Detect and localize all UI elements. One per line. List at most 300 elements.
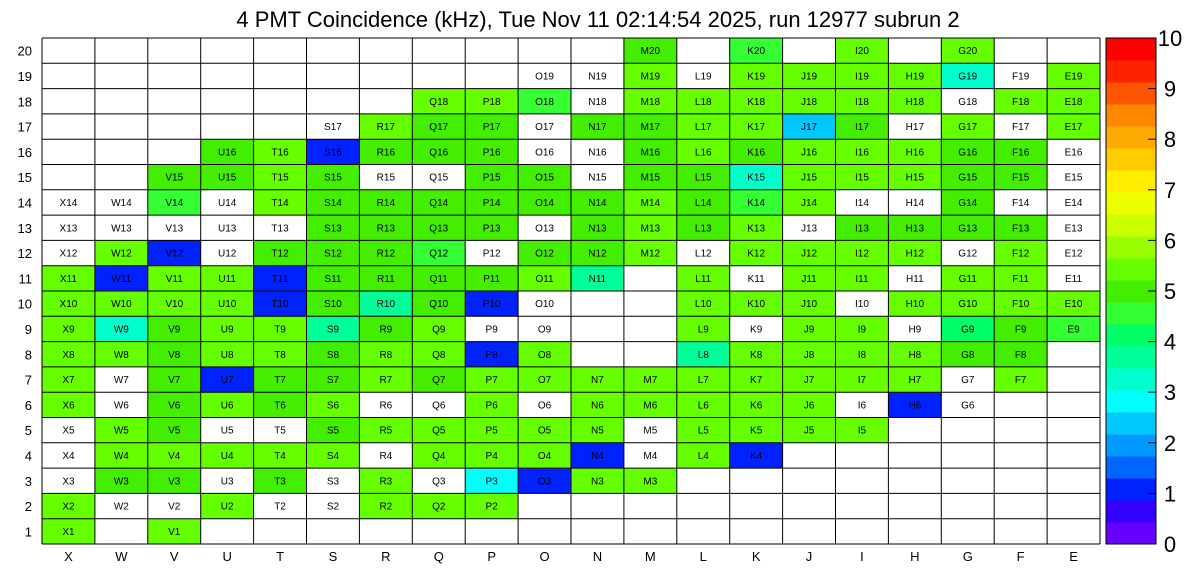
cell-label: N11 <box>588 273 607 285</box>
cell-label: P3 <box>485 476 498 488</box>
cell-label: I17 <box>854 122 869 134</box>
colorbar-tick-label: 2 <box>1163 430 1177 456</box>
cell-label: U5 <box>220 425 234 437</box>
colorbar-tick-label: 1 <box>1163 481 1177 507</box>
x-tick-label: U <box>222 549 232 564</box>
y-tick-label: 6 <box>24 397 32 413</box>
cell-label: M3 <box>643 476 658 488</box>
cell-label: E16 <box>1064 147 1083 159</box>
cell-label: W3 <box>113 476 129 488</box>
cell-label: G8 <box>961 349 975 361</box>
cell-label: M15 <box>640 172 661 184</box>
cell-label: T14 <box>271 197 289 209</box>
colorbar-tick-label: 9 <box>1163 76 1177 102</box>
colorbar-segment <box>1106 368 1156 391</box>
cell-label: G12 <box>958 248 978 260</box>
cell-label: X1 <box>62 526 75 538</box>
cell-label: G20 <box>958 46 978 58</box>
cell-label: N4 <box>591 450 604 462</box>
cell-label: H11 <box>906 273 924 285</box>
cell-label: L18 <box>694 96 712 108</box>
cell-label: P4 <box>485 450 498 462</box>
cell-label: T8 <box>274 349 286 361</box>
cell-label: L6 <box>697 400 709 412</box>
cell-label: R13 <box>376 223 396 235</box>
cell-label: V9 <box>168 324 181 336</box>
colorbar-tick-label: 10 <box>1157 26 1183 51</box>
cell-label: J5 <box>803 425 815 437</box>
cell-label: O9 <box>537 324 552 336</box>
cell-label: K5 <box>750 425 763 437</box>
cell-label: V12 <box>165 248 184 260</box>
y-tick-label: 20 <box>17 43 32 59</box>
cell-label: U16 <box>217 147 237 159</box>
cell-label: K8 <box>750 349 763 361</box>
cell-label: E13 <box>1064 223 1083 235</box>
y-tick-label: 17 <box>17 119 32 135</box>
y-tick-label: 12 <box>17 246 32 262</box>
x-tick-label: F <box>1016 549 1025 564</box>
y-tick-label: 7 <box>24 372 32 388</box>
cell-label: J17 <box>800 122 818 134</box>
y-tick-label: 11 <box>18 271 32 287</box>
y-tick-label: 13 <box>17 220 32 236</box>
cell-label: I18 <box>854 96 869 108</box>
cell-label: M14 <box>640 197 661 209</box>
y-tick-label: 9 <box>24 321 32 337</box>
cell-label: E18 <box>1064 96 1083 108</box>
cell-label: Q6 <box>432 400 446 412</box>
cell-label: U6 <box>220 400 234 412</box>
cell-label: J14 <box>800 197 818 209</box>
cell-label: Q10 <box>429 299 449 311</box>
colorbar-segment <box>1106 104 1156 127</box>
cell-label: O15 <box>535 172 555 184</box>
x-tick-label: Q <box>433 549 444 564</box>
cell-label: H15 <box>905 172 925 184</box>
cell-label: N12 <box>588 248 607 260</box>
x-tick-label: S <box>328 549 338 564</box>
cell-label: M19 <box>640 71 661 83</box>
cell-label: T9 <box>274 324 286 336</box>
cell-label: I16 <box>854 147 869 159</box>
cell-label: H16 <box>905 147 925 159</box>
x-tick-label: G <box>962 549 973 564</box>
colorbar-segment <box>1106 258 1156 281</box>
cell-label: W5 <box>113 425 129 437</box>
heatmap-grid <box>42 38 1100 544</box>
cell-label: N6 <box>591 400 604 412</box>
cell-label: M12 <box>640 248 661 260</box>
cell-label: W4 <box>113 450 129 462</box>
cell-label: V15 <box>165 172 184 184</box>
cell-label: S12 <box>324 248 342 260</box>
cell-label: W11 <box>111 273 132 285</box>
cell-label: P10 <box>482 299 501 311</box>
cell-label: O18 <box>535 96 555 108</box>
cell-label: S4 <box>326 450 340 462</box>
x-tick-label: N <box>592 549 603 564</box>
cell-label: I19 <box>854 71 869 83</box>
y-tick-label: 10 <box>17 296 32 312</box>
cell-label: V1 <box>168 526 181 538</box>
cell-label: R12 <box>376 248 396 260</box>
cell-label: J13 <box>800 223 818 235</box>
cell-label: L16 <box>694 147 712 159</box>
cell-label: L8 <box>697 349 709 361</box>
y-tick-labels <box>18 44 32 540</box>
colorbar-segment <box>1106 170 1156 193</box>
cell-label: K15 <box>747 172 766 184</box>
cell-label: R9 <box>379 324 393 336</box>
x-tick-label: X <box>64 549 73 564</box>
cell-label: N13 <box>588 223 607 235</box>
cell-label: F19 <box>1012 71 1030 83</box>
cell-label: T3 <box>274 476 286 488</box>
cell-label: Q18 <box>429 96 449 108</box>
cell-label: T11 <box>271 273 289 285</box>
cell-label: K18 <box>747 96 766 108</box>
colorbar-segment <box>1106 346 1156 369</box>
x-tick-label: H <box>910 549 920 564</box>
cell-label: H10 <box>905 299 925 311</box>
cell-label: T2 <box>274 501 286 513</box>
cell-label: P7 <box>485 375 498 387</box>
cell-label: V14 <box>165 197 184 209</box>
cell-label: K6 <box>750 400 763 412</box>
cell-label: S17 <box>324 122 342 134</box>
cell-label: S13 <box>324 223 342 235</box>
cell-label: L19 <box>694 71 712 83</box>
cell-label: I20 <box>854 46 869 58</box>
cell-label: N17 <box>588 122 607 134</box>
chart-title: 4 PMT Coincidence (kHz), Tue Nov 11 02:14:54 2025, run 12977 subrun 2 <box>236 7 960 32</box>
cell-label: G9 <box>961 324 975 336</box>
cell-label: R8 <box>379 349 393 361</box>
cell-label: K9 <box>750 324 763 336</box>
cell-label: U9 <box>220 324 234 336</box>
cell-label: W14 <box>111 197 132 209</box>
cell-label: F10 <box>1012 299 1030 311</box>
cell-label: V6 <box>168 400 181 412</box>
colorbar-segment <box>1106 456 1156 479</box>
cell-label: G11 <box>958 273 977 285</box>
cell-label: L7 <box>697 375 709 387</box>
colorbar-segment <box>1106 522 1156 545</box>
cell-label: W8 <box>113 349 129 361</box>
cell-label: V4 <box>168 450 181 462</box>
cell-label: X14 <box>59 197 78 209</box>
cell-label: P6 <box>485 400 498 412</box>
cell-label: X2 <box>62 501 75 513</box>
cell-label: I15 <box>854 172 869 184</box>
colorbar-tick-label: 3 <box>1163 380 1177 406</box>
cell-label: S9 <box>326 324 340 336</box>
cell-label: V13 <box>165 223 184 235</box>
cell-label: S10 <box>324 299 342 311</box>
cell-label: H19 <box>905 71 925 83</box>
cell-label: R11 <box>377 273 395 285</box>
cell-label: L13 <box>694 223 712 235</box>
cell-label: O8 <box>537 349 552 361</box>
colorbar-segment <box>1106 126 1156 149</box>
colorbar-tick-label: 4 <box>1163 329 1177 355</box>
cell-label: T16 <box>271 147 289 159</box>
cell-label: M4 <box>643 450 658 462</box>
cell-label: V5 <box>168 425 181 437</box>
cell-label: R5 <box>379 425 393 437</box>
cell-label: G7 <box>961 375 975 387</box>
cell-label: Q5 <box>432 425 446 437</box>
cell-label: F7 <box>1014 375 1027 387</box>
cell-label: W12 <box>111 248 132 260</box>
colorbar-segment <box>1106 214 1156 237</box>
cell-label: O11 <box>535 273 554 285</box>
cell-label: O17 <box>535 122 555 134</box>
cell-label: G19 <box>958 71 978 83</box>
cell-label: J11 <box>801 273 817 285</box>
cell-label: O5 <box>537 425 552 437</box>
cell-label: O6 <box>537 400 552 412</box>
cell-label: K7 <box>750 375 763 387</box>
cell-label: R3 <box>379 476 393 488</box>
cell-label: G15 <box>958 172 978 184</box>
colorbar-tick-label: 8 <box>1163 127 1177 153</box>
colorbar-segment <box>1106 236 1156 259</box>
cell-label: X3 <box>62 476 75 488</box>
cell-label: X6 <box>62 400 75 412</box>
cell-label: S8 <box>326 349 340 361</box>
cell-label: R17 <box>376 122 396 134</box>
cell-label: X5 <box>62 425 75 437</box>
cell-label: I7 <box>857 375 867 387</box>
cell-label: S6 <box>326 400 340 412</box>
cell-label: R16 <box>376 147 396 159</box>
x-tick-label: K <box>751 549 761 564</box>
cell-label: V2 <box>168 501 181 513</box>
cell-label: M16 <box>640 147 661 159</box>
cell-label: T7 <box>274 375 286 387</box>
cell-label: O10 <box>535 299 555 311</box>
cell-label: H17 <box>905 122 925 134</box>
cell-label: F15 <box>1012 172 1030 184</box>
cell-label: E15 <box>1064 172 1083 184</box>
cell-label: I10 <box>854 299 869 311</box>
colorbar-tick-label: 6 <box>1163 228 1177 254</box>
cell-label: P9 <box>485 324 498 336</box>
cell-label: O16 <box>535 147 555 159</box>
cell-label: V8 <box>168 349 181 361</box>
cell-label: K13 <box>747 223 766 235</box>
cell-label: E19 <box>1064 71 1083 83</box>
x-tick-label: R <box>381 549 391 564</box>
cell-label: R4 <box>379 450 393 462</box>
cell-label: O7 <box>537 375 552 387</box>
cell-label: Q2 <box>432 501 446 513</box>
cell-label: O4 <box>537 450 552 462</box>
cell-label: P12 <box>482 248 501 260</box>
cell-label: U4 <box>220 450 234 462</box>
colorbar-segment <box>1106 478 1156 501</box>
y-tick-label: 19 <box>17 68 32 84</box>
cell-label: K19 <box>747 71 766 83</box>
y-tick-label: 2 <box>24 499 32 515</box>
cell-label: T12 <box>271 248 289 260</box>
cell-label: T13 <box>271 223 289 235</box>
cell-label: O14 <box>535 197 555 209</box>
cell-label: F14 <box>1012 197 1030 209</box>
colorbar-tick-label: 0 <box>1163 532 1177 557</box>
cell-label: T5 <box>274 425 286 437</box>
cell-label: V7 <box>168 375 181 387</box>
cell-label: F16 <box>1012 147 1030 159</box>
x-tick-label: V <box>169 549 179 564</box>
cell-label: P8 <box>485 349 498 361</box>
cell-label: U14 <box>217 197 237 209</box>
colorbar-segment <box>1106 324 1156 347</box>
cell-label: M13 <box>640 223 661 235</box>
cell-label: N14 <box>588 197 607 209</box>
cell-label: K16 <box>747 147 766 159</box>
cell-label: M18 <box>640 96 661 108</box>
cell-label: R2 <box>379 501 393 513</box>
cell-label: T10 <box>271 299 289 311</box>
cell-label: L17 <box>694 122 712 134</box>
cell-label: L4 <box>697 450 709 462</box>
cell-label: H6 <box>908 400 922 412</box>
cell-label: J15 <box>800 172 818 184</box>
cell-label: P2 <box>485 501 498 513</box>
colorbar-segment <box>1106 412 1156 435</box>
cell-label: M6 <box>643 400 658 412</box>
cell-label: G16 <box>958 147 978 159</box>
cell-label: S11 <box>324 273 342 285</box>
y-tick-label: 16 <box>17 144 32 160</box>
y-tick-label: 5 <box>24 423 32 439</box>
colorbar-segment <box>1106 82 1156 105</box>
cell-label: E12 <box>1064 248 1083 260</box>
cell-label: R15 <box>376 172 396 184</box>
cell-label: P14 <box>482 197 501 209</box>
cell-label: I9 <box>857 324 867 336</box>
cell-label: J8 <box>803 349 815 361</box>
cell-label: M7 <box>643 375 658 387</box>
cell-label: Q12 <box>429 248 449 260</box>
cell-label: X11 <box>59 273 77 285</box>
cell-label: X7 <box>62 375 75 387</box>
cell-label: P17 <box>482 122 501 134</box>
colorbar-segment <box>1106 500 1156 523</box>
colorbar-segment <box>1106 302 1156 325</box>
cell-label: X13 <box>59 223 78 235</box>
cell-label: N5 <box>591 425 604 437</box>
cell-label: U3 <box>220 476 234 488</box>
cell-label: W6 <box>113 400 129 412</box>
cell-label: S3 <box>326 476 340 488</box>
cell-label: N3 <box>591 476 604 488</box>
cell-label: I14 <box>854 197 869 209</box>
cell-label: L9 <box>697 324 709 336</box>
cell-label: N7 <box>591 375 604 387</box>
x-tick-label: M <box>644 549 656 564</box>
cell-label: I6 <box>857 400 867 412</box>
cell-label: I13 <box>854 223 869 235</box>
cell-label: H9 <box>908 324 922 336</box>
cell-label: W2 <box>113 501 129 513</box>
cell-label: H7 <box>908 375 922 387</box>
cell-label: G14 <box>958 197 978 209</box>
cell-label: L11 <box>695 273 712 285</box>
cell-label: F17 <box>1012 122 1030 134</box>
cell-label: Q16 <box>429 147 449 159</box>
colorbar-segment <box>1106 390 1156 413</box>
cell-label: U8 <box>220 349 234 361</box>
cell-label: F9 <box>1014 324 1027 336</box>
x-tick-label: O <box>539 549 550 564</box>
cell-label: H12 <box>905 248 925 260</box>
cell-label: K14 <box>747 197 766 209</box>
cell-label: S16 <box>324 147 342 159</box>
cell-label: J12 <box>800 248 818 260</box>
cell-label: Q8 <box>432 349 446 361</box>
cell-label: F13 <box>1012 223 1030 235</box>
cell-label: Q15 <box>429 172 449 184</box>
cell-label: L15 <box>694 172 712 184</box>
cell-label: T4 <box>274 450 286 462</box>
cell-label: R6 <box>379 400 393 412</box>
colorbar-segment <box>1106 434 1156 457</box>
cell-label: E11 <box>1065 273 1083 285</box>
cell-label: E9 <box>1067 324 1080 336</box>
cell-label: I8 <box>857 349 867 361</box>
cell-label: M17 <box>640 122 661 134</box>
cell-label: M20 <box>640 46 661 58</box>
colorbar-segment <box>1106 38 1156 61</box>
cell-label: N16 <box>588 147 607 159</box>
cell-label: Q17 <box>429 122 449 134</box>
y-tick-label: 8 <box>24 347 32 363</box>
cell-label: K4 <box>750 450 763 462</box>
cell-label: J19 <box>800 71 818 83</box>
cell-label: X8 <box>62 349 75 361</box>
x-tick-label: I <box>860 549 864 564</box>
colorbar-segment <box>1106 60 1156 83</box>
cell-label: Q7 <box>432 375 446 387</box>
cell-label: I11 <box>855 273 869 285</box>
cell-label: X10 <box>59 299 78 311</box>
cell-label: P11 <box>483 273 501 285</box>
cell-label: K17 <box>747 122 766 134</box>
cell-label: E10 <box>1064 299 1083 311</box>
cell-label: N19 <box>588 71 607 83</box>
cell-label: R7 <box>379 375 393 387</box>
colorbar-tick-label: 5 <box>1163 279 1177 304</box>
cell-label: K10 <box>747 299 766 311</box>
x-tick-labels <box>64 549 1078 564</box>
cell-label: P18 <box>482 96 501 108</box>
colorbar-segment <box>1106 148 1156 171</box>
cell-label: H13 <box>905 223 925 235</box>
cell-label: H18 <box>905 96 925 108</box>
cell-label: O13 <box>535 223 555 235</box>
cell-label: Q14 <box>429 197 449 209</box>
cell-label: T15 <box>271 172 289 184</box>
cell-label: G13 <box>958 223 978 235</box>
cell-label: O19 <box>535 71 555 83</box>
cell-label: N18 <box>588 96 607 108</box>
cell-label: W7 <box>113 375 129 387</box>
cell-label: K11 <box>747 273 765 285</box>
